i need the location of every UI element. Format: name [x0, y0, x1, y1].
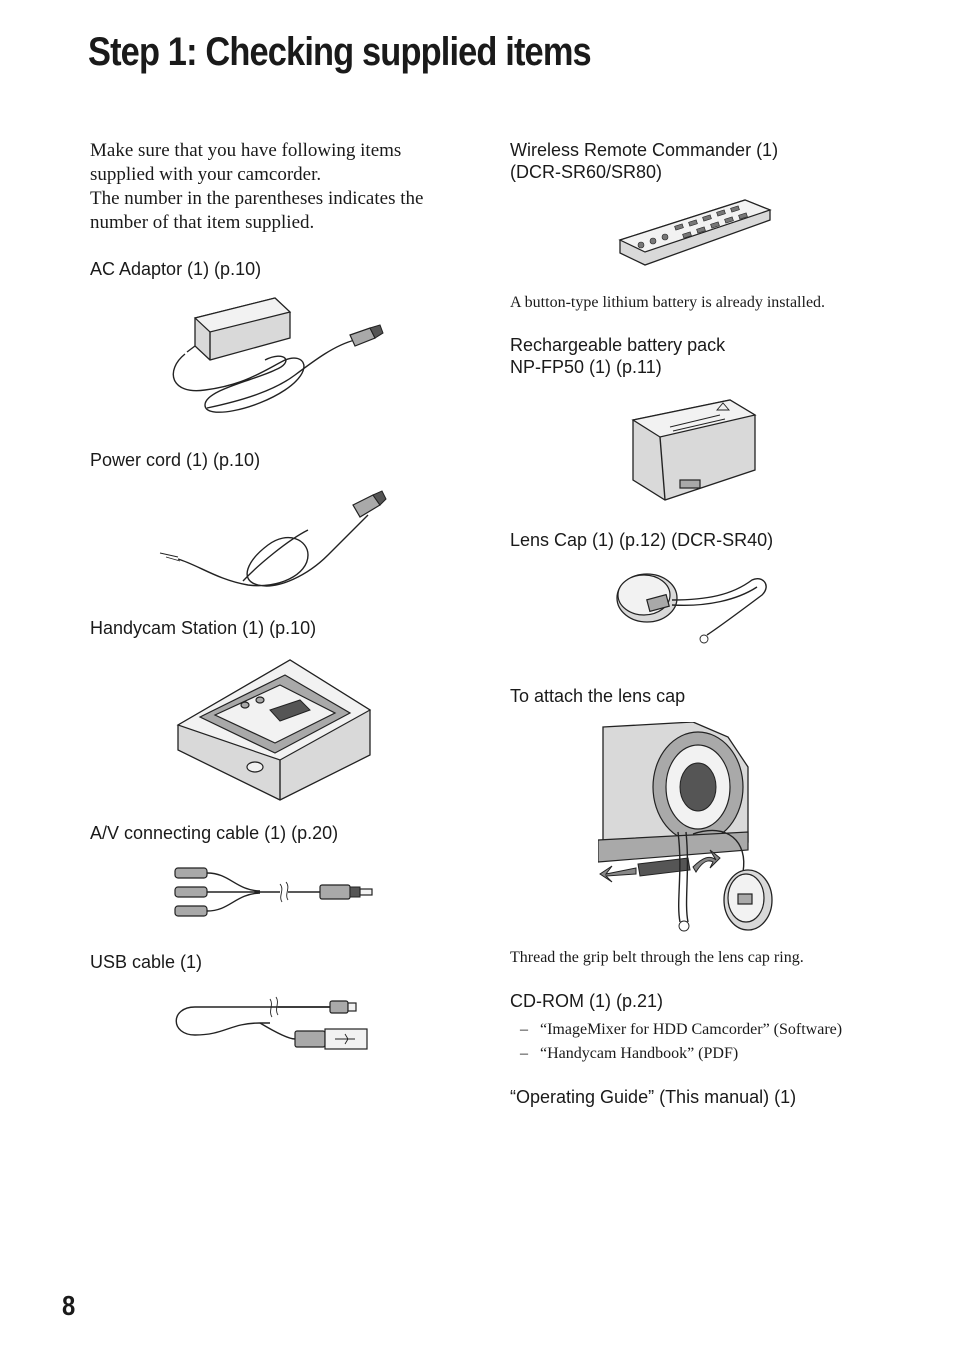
av-cable-illustration: [170, 862, 385, 922]
lens-cap-illustration: [612, 565, 777, 650]
intro-line: The number in the parentheses indicates the: [90, 188, 424, 209]
remote-battery-note: A button-type lithium battery is already installed.: [510, 294, 826, 311]
operating-guide-label: “Operating Guide” (This manual) (1): [510, 1087, 797, 1107]
cdrom-item-software: “ImageMixer for HDD Camcorder” (Software): [540, 1021, 843, 1038]
cdrom-label: CD-ROM (1) (p.21): [510, 991, 664, 1011]
remote-label-line1: Wireless Remote Commander (1): [510, 140, 779, 160]
ac-adaptor-illustration: [165, 290, 395, 430]
list-item: [520, 1042, 842, 1066]
bullet-dash: –: [520, 1045, 528, 1062]
battery-label-line2: NP-FP50 (1) (p.11): [510, 357, 662, 377]
handycam-station-label: Handycam Station (1) (p.10): [90, 618, 317, 638]
ac-adaptor-label: AC Adaptor (1) (p.10): [90, 259, 262, 279]
battery-label-line1: Rechargeable battery pack: [510, 335, 726, 355]
intro-line: number of that item supplied.: [90, 212, 315, 233]
remote-label-line2: (DCR-SR60/SR80): [510, 162, 663, 182]
power-cord-label: Power cord (1) (p.10): [90, 450, 261, 470]
cdrom-item-handbook: “Handycam Handbook” (PDF): [540, 1045, 739, 1062]
intro-line: supplied with your camcorder.: [90, 164, 322, 185]
list-item: [520, 1018, 842, 1042]
page-title: Step 1: Checking supplied items: [88, 30, 591, 74]
intro-line: Make sure that you have following items: [90, 140, 402, 161]
lens-cap-label: Lens Cap (1) (p.12) (DCR-SR40): [510, 530, 774, 550]
attach-lens-cap-illustration: [598, 722, 783, 934]
av-cable-label: A/V connecting cable (1) (p.20): [90, 823, 339, 843]
handycam-station-illustration: [170, 655, 380, 805]
usb-cable-label: USB cable (1): [90, 952, 203, 972]
bullet-dash: –: [520, 1021, 528, 1038]
battery-pack-illustration: [625, 395, 765, 505]
page-number: 8: [62, 1290, 76, 1321]
remote-commander-illustration: [615, 195, 775, 275]
attach-lens-cap-note: Thread the grip belt through the lens cap ring.: [510, 949, 804, 966]
usb-cable-illustration: [170, 995, 380, 1060]
attach-lens-cap-heading: To attach the lens cap: [510, 686, 686, 706]
cdrom-contents-list: [520, 1018, 842, 1066]
power-cord-illustration: [158, 485, 393, 600]
